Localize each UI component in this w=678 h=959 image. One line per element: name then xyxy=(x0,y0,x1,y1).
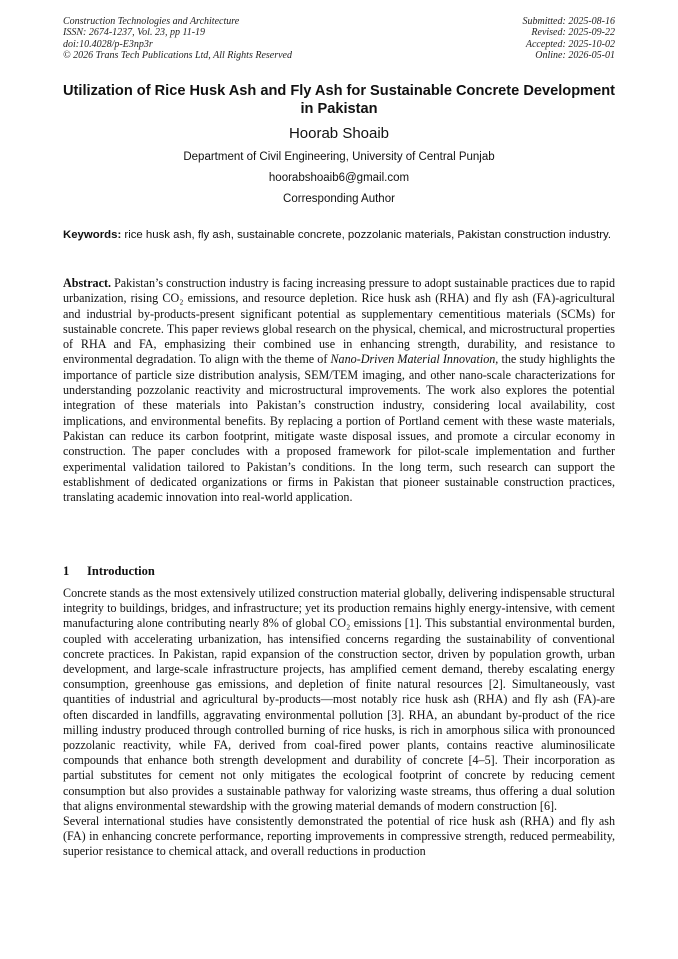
author-name: Hoorab Shoaib xyxy=(288,125,390,142)
introduction-body xyxy=(63,586,615,860)
journal-doi: doi:10.4028/p-E3np3r xyxy=(63,38,153,50)
submission-dates xyxy=(523,16,616,62)
abstract-label: Abstract. xyxy=(63,276,112,290)
abstract-text-1: Pakistan’s construction industry is facing increasing pressure to adopt sustainable practices due to rapid urbanization, rising CO₂ emissions, and resource depletion. Rice husk ash (RHA) and fly ash (FA)-agricultural and industrial by-products-present significant potential as supplementary cementitious materials (SCMs) for sustainable concrete. This paper reviews global research on the physical, chemical, and microstructural properties of RHA and FA, emphasizing their combined use in enhancing strength, durability, and resistance to environmental degradation. To align with the theme of xyxy=(63,276,615,367)
corresponding-author-note: Corresponding Author xyxy=(283,193,395,205)
online-date: Online: 2026-05-01 xyxy=(535,50,615,62)
revised-date: Revised: 2025-09-22 xyxy=(531,27,615,39)
abstract-emphasis: Nano-Driven Material Innovation xyxy=(330,352,496,367)
author-affiliation: Department of Civil Engineering, University of Central Punjab xyxy=(183,151,495,163)
keywords xyxy=(63,228,615,243)
abstract-text-2: , the study highlights the importance of particle size distribution analysis, SEM/TEM imaging, and other nano-scale characterizations for understanding pozzolanic reactivity and microstructural improvements. The work also explores the potential integration of these materials into Pakistan’s construction industry, considering local availability, cost implications, and environmental benefits. By replacing a portion of Portland cement with these waste materials, Pakistan can reduce its carbon footprint, mitigate waste disposal issues, and promote a circular economy in construction. The paper concludes with a proposed framework for pilot-scale implementation and further experimental validation tailored to Pakistan’s conditions. In the long term, such research can support the establishment of dedicated organizations or firms in Pakistan that pioneer sustainable construction practices, translating academic innovation into real-world application. xyxy=(63,352,615,505)
journal-info xyxy=(63,16,292,62)
keywords-label: Keywords: xyxy=(63,229,122,241)
section-heading xyxy=(63,564,155,579)
submitted-date: Submitted: 2025-08-16 xyxy=(522,16,615,27)
section-number: 1 xyxy=(63,564,70,578)
section-title: Introduction xyxy=(87,564,155,578)
journal-name: Construction Technologies and Architecture xyxy=(63,16,240,27)
paper-title: Utilization of Rice Husk Ash and Fly Ash for Sustainable Concrete Development in Pakistan xyxy=(63,83,615,117)
journal-copyright: © 2026 Trans Tech Publications Ltd, All Rights Reserved xyxy=(63,50,292,62)
paragraph: Several international studies have consistently demonstrated the potential of rice husk ash (RHA) and fly ash (FA) in enhancing concrete performance, reporting improvements in compressive strength, reduced permeability, superior resistance to chemical attack, and overall reductions in production xyxy=(63,814,615,859)
abstract xyxy=(63,276,615,505)
author-email: hoorabshoaib6@gmail.com xyxy=(268,172,410,184)
journal-issn: ISSN: 2674-1237, Vol. 23, pp 11-19 xyxy=(63,27,206,39)
paragraph: Concrete stands as the most extensively utilized construction material globally, delivering indispensable structural integrity to buildings, bridges, and infrastructure; yet its production remains highly energy-intensive, with cement manufacturing alone contributing nearly 8% of global CO₂ emissions [1]. This substantial environmental burden, coupled with accelerating urbanization, has intensified concerns regarding the sustainability of conventional concrete practices. In Pakistan, rapid expansion of the construction sector, driven by population growth, urban development, and large-scale infrastructure projects, has amplified cement demand, thereby escalating energy consumption, greenhouse gas emissions, and depletion of finite natural resources [2]. Simultaneously, vast quantities of industrial and agricultural by-products—most notably rice husk ash (RHA) and fly ash (FA)-are often discarded in landfills, aggravating environmental pollution [3]. RHA, an abundant by-product of the rice milling industry produced through controlled burning of rice husks, is rich in amorphous silica with pronounced pozzolanic reactivity, while FA, derived from coal-fired power plants, contains reactive aluminosilicate compounds that enhance both strength development and durability of concrete [4–5]. Their incorporation as partial substitutes for cement not only mitigates the ecological footprint of concrete by reducing cement consumption but also provides a sustainable pathway for valorizing waste streams, thus offering a dual solution that aligns environmental stewardship with the growing material demands of modern construction [6]. xyxy=(63,586,615,813)
keywords-text: rice husk ash, fly ash, sustainable concrete, pozzolanic materials, Pakistan construction industry. xyxy=(121,229,612,241)
accepted-date: Accepted: 2025-10-02 xyxy=(525,38,615,50)
